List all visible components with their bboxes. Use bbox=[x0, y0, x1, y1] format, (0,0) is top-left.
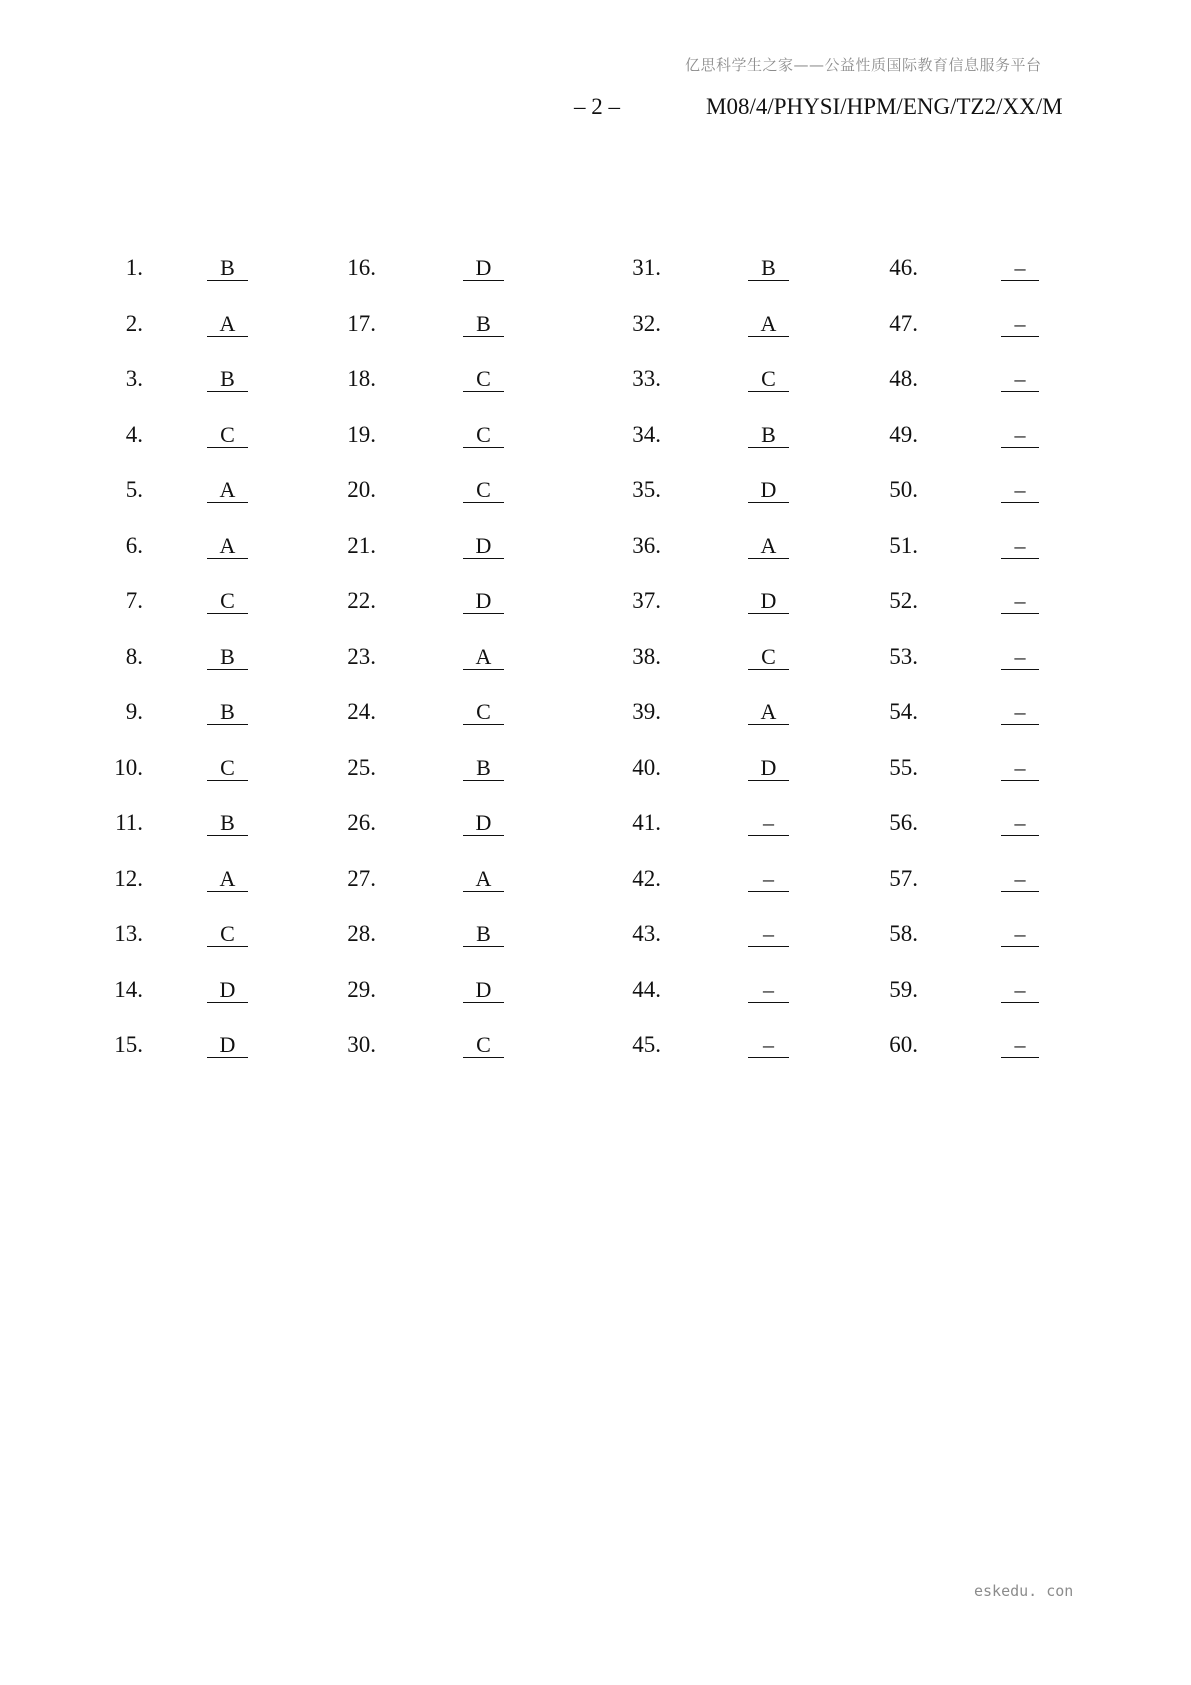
question-number: 20. bbox=[347, 477, 376, 502]
answer-value: D bbox=[463, 587, 504, 614]
answer-value: D bbox=[748, 476, 789, 503]
answer-value: C bbox=[207, 587, 248, 614]
answer-value: B bbox=[207, 254, 248, 281]
answer-value: B bbox=[463, 920, 504, 947]
question-number: 13. bbox=[114, 921, 143, 946]
question-number: 11. bbox=[115, 810, 143, 835]
answer-value: – bbox=[1001, 254, 1039, 281]
answer-value: – bbox=[1001, 476, 1039, 503]
question-number: 27. bbox=[347, 865, 376, 891]
question-number: 45. bbox=[632, 1032, 661, 1057]
question-number: 1. bbox=[125, 255, 143, 280]
answer-value: A bbox=[748, 310, 789, 337]
answer-value: C bbox=[748, 643, 789, 670]
answer-value: B bbox=[207, 698, 248, 725]
question-number: 39. bbox=[632, 699, 661, 724]
answer-value: – bbox=[1001, 809, 1039, 836]
answer-value: C bbox=[207, 421, 248, 448]
question-number: 49. bbox=[889, 421, 918, 447]
question-number: 4. bbox=[125, 421, 143, 447]
question-number: 30. bbox=[347, 1032, 376, 1057]
answer-value: – bbox=[1001, 920, 1039, 947]
question-number: 37. bbox=[632, 588, 661, 613]
answer-value: B bbox=[748, 421, 789, 448]
question-number: 34. bbox=[632, 421, 661, 447]
answer-value: B bbox=[463, 754, 504, 781]
question-number: 28. bbox=[347, 921, 376, 946]
answer-value: D bbox=[463, 809, 504, 836]
answer-value: B bbox=[207, 643, 248, 670]
footer-watermark: eskedu. con bbox=[974, 1582, 1074, 1600]
question-number: 56. bbox=[889, 810, 918, 835]
question-number: 19. bbox=[347, 421, 376, 447]
header-watermark: 亿思科学生之家——公益性质国际教育信息服务平台 bbox=[685, 56, 1042, 74]
answer-value: D bbox=[463, 532, 504, 559]
answer-value: – bbox=[748, 1031, 789, 1058]
question-number: 52. bbox=[889, 588, 918, 613]
question-number: 12. bbox=[114, 865, 143, 891]
answer-value: C bbox=[748, 365, 789, 392]
question-number: 18. bbox=[347, 366, 376, 391]
question-number: 24. bbox=[347, 699, 376, 724]
question-number: 58. bbox=[889, 921, 918, 946]
answer-value: C bbox=[207, 920, 248, 947]
answer-value: B bbox=[463, 310, 504, 337]
answer-value: – bbox=[1001, 976, 1039, 1003]
answer-value: – bbox=[1001, 1031, 1039, 1058]
question-number: 35. bbox=[632, 477, 661, 502]
question-number: 60. bbox=[889, 1032, 918, 1057]
question-number: 57. bbox=[889, 865, 918, 891]
answer-value: D bbox=[748, 587, 789, 614]
question-number: 41. bbox=[632, 810, 661, 835]
answer-value: A bbox=[207, 865, 248, 892]
page-number: – 2 – bbox=[574, 94, 620, 119]
question-number: 55. bbox=[889, 754, 918, 780]
answer-value: A bbox=[463, 865, 504, 892]
question-number: 42. bbox=[632, 865, 661, 891]
answer-value: – bbox=[748, 865, 789, 892]
answer-value: – bbox=[748, 809, 789, 836]
answer-value: – bbox=[1001, 532, 1039, 559]
question-number: 22. bbox=[347, 588, 376, 613]
answer-value: D bbox=[748, 754, 789, 781]
answer-value: – bbox=[1001, 865, 1039, 892]
question-number: 7. bbox=[125, 588, 143, 613]
question-number: 51. bbox=[889, 532, 918, 558]
answer-value: A bbox=[748, 532, 789, 559]
answer-value: – bbox=[1001, 643, 1039, 670]
document-code: M08/4/PHYSI/HPM/ENG/TZ2/XX/M bbox=[706, 94, 1063, 119]
question-number: 29. bbox=[347, 976, 376, 1002]
answer-value: D bbox=[463, 976, 504, 1003]
answer-value: C bbox=[463, 698, 504, 725]
question-number: 48. bbox=[889, 366, 918, 391]
question-number: 9. bbox=[125, 699, 143, 724]
answer-value: A bbox=[207, 532, 248, 559]
question-number: 53. bbox=[889, 643, 918, 669]
answer-value: – bbox=[1001, 365, 1039, 392]
question-number: 32. bbox=[632, 310, 661, 336]
answer-value: C bbox=[463, 476, 504, 503]
answer-value: D bbox=[207, 1031, 248, 1058]
answer-value: C bbox=[463, 421, 504, 448]
question-number: 43. bbox=[632, 921, 661, 946]
answer-value: A bbox=[748, 698, 789, 725]
answer-value: B bbox=[207, 809, 248, 836]
answer-value: B bbox=[207, 365, 248, 392]
question-number: 59. bbox=[889, 976, 918, 1002]
question-number: 2. bbox=[125, 310, 143, 336]
question-number: 36. bbox=[632, 532, 661, 558]
answer-value: – bbox=[748, 920, 789, 947]
question-number: 46. bbox=[889, 255, 918, 280]
answer-value: D bbox=[463, 254, 504, 281]
question-number: 21. bbox=[347, 532, 376, 558]
answer-value: – bbox=[1001, 421, 1039, 448]
question-number: 6. bbox=[125, 532, 143, 558]
answer-value: D bbox=[207, 976, 248, 1003]
question-number: 17. bbox=[347, 310, 376, 336]
question-number: 38. bbox=[632, 643, 661, 669]
answer-value: – bbox=[748, 976, 789, 1003]
question-number: 3. bbox=[125, 366, 143, 391]
question-number: 33. bbox=[632, 366, 661, 391]
answer-value: A bbox=[463, 643, 504, 670]
question-number: 40. bbox=[632, 754, 661, 780]
question-number: 14. bbox=[114, 976, 143, 1002]
question-number: 8. bbox=[125, 643, 143, 669]
answer-value: C bbox=[207, 754, 248, 781]
question-number: 10. bbox=[114, 754, 143, 780]
answer-value: C bbox=[463, 1031, 504, 1058]
question-number: 50. bbox=[889, 477, 918, 502]
question-number: 47. bbox=[889, 310, 918, 336]
question-number: 16. bbox=[347, 255, 376, 280]
question-number: 5. bbox=[125, 477, 143, 502]
question-number: 25. bbox=[347, 754, 376, 780]
question-number: 31. bbox=[632, 255, 661, 280]
question-number: 54. bbox=[889, 699, 918, 724]
answer-value: – bbox=[1001, 587, 1039, 614]
answer-value: B bbox=[748, 254, 789, 281]
question-number: 23. bbox=[347, 643, 376, 669]
question-number: 15. bbox=[114, 1032, 143, 1057]
question-number: 26. bbox=[347, 810, 376, 835]
answer-value: A bbox=[207, 310, 248, 337]
answer-value: C bbox=[463, 365, 504, 392]
question-number: 44. bbox=[632, 976, 661, 1002]
answer-value: – bbox=[1001, 698, 1039, 725]
answer-value: A bbox=[207, 476, 248, 503]
answer-value: – bbox=[1001, 310, 1039, 337]
answer-value: – bbox=[1001, 754, 1039, 781]
